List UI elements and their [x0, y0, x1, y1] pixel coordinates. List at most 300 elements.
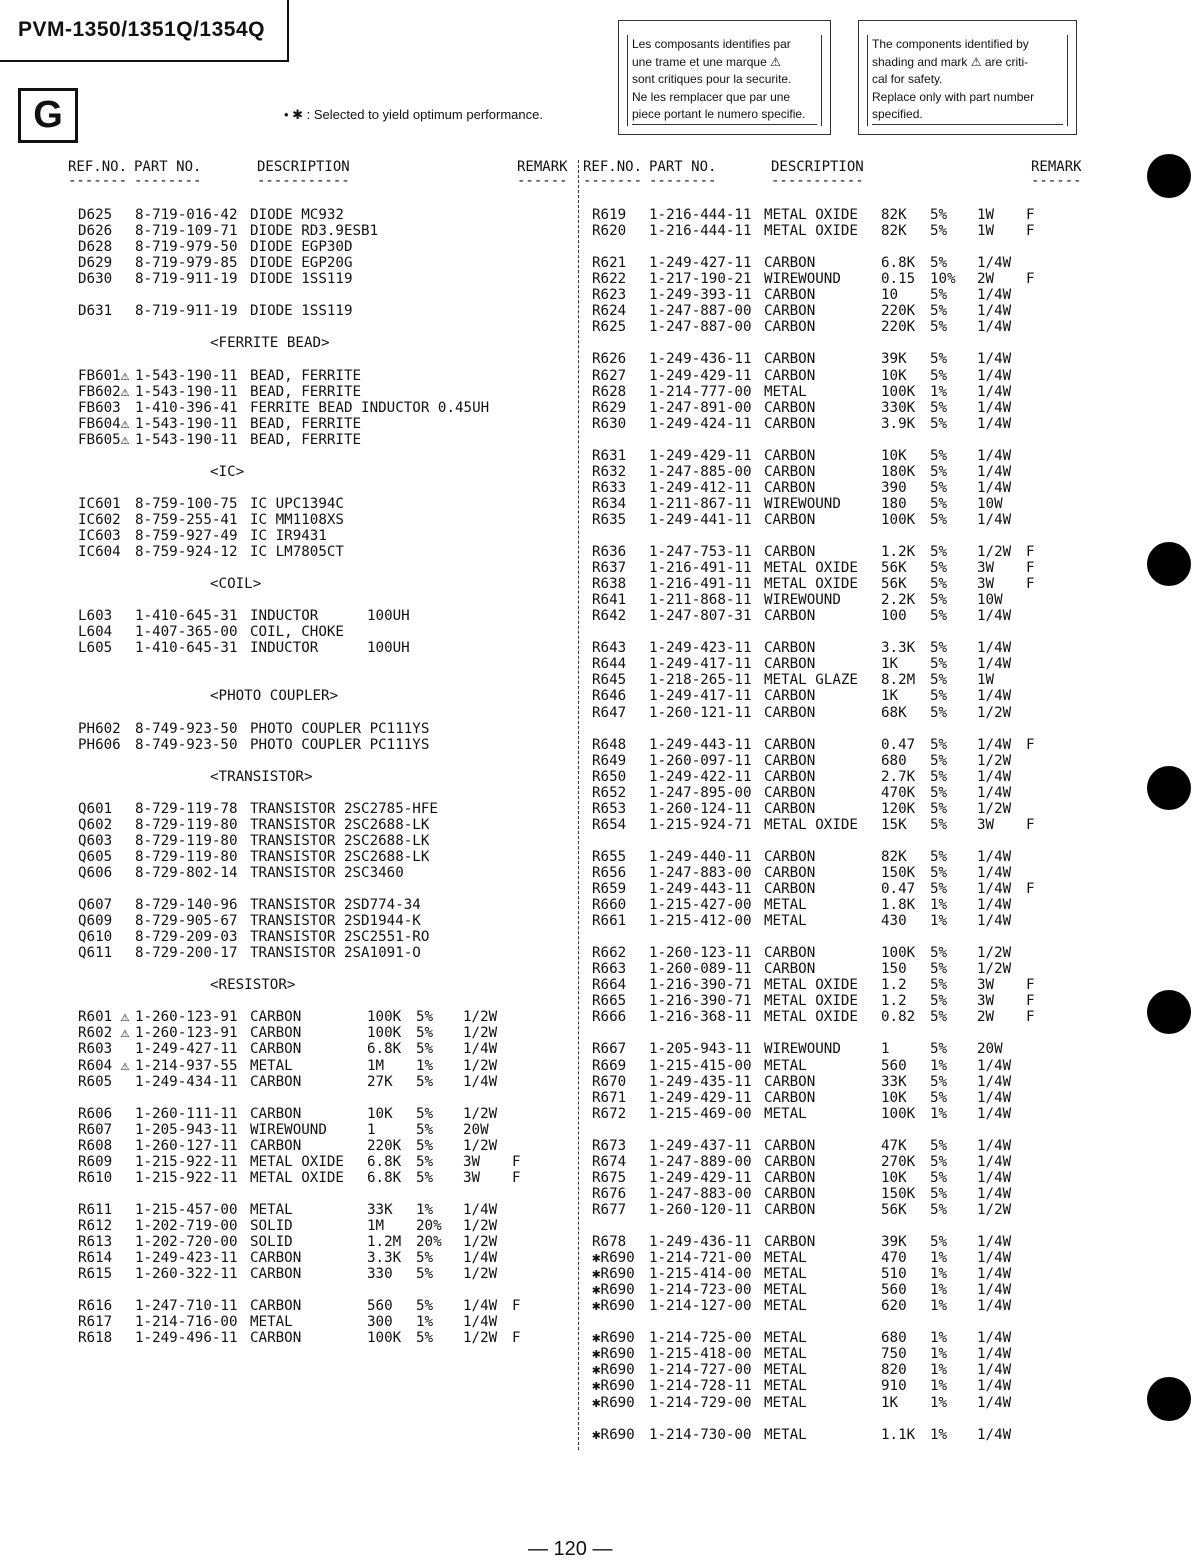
part-ref: R678 — [592, 1234, 627, 1251]
part-desc: DIODE 1SS119 — [250, 271, 353, 288]
part-tol: 5% — [930, 544, 948, 561]
part-val: 180 — [881, 495, 907, 512]
part-part: 1-249-417-11 — [649, 688, 752, 705]
part-part: 1-215-922-11 — [135, 1153, 238, 1170]
part-row — [592, 737, 1082, 753]
part-ref: R670 — [592, 1073, 627, 1090]
part-part: 1-260-111-11 — [135, 1105, 238, 1122]
part-watt: 1/2W — [463, 1266, 498, 1283]
category-heading-text: <RESISTOR> — [210, 977, 296, 994]
part-desc: TRANSISTOR 2SC2551-RO — [250, 929, 430, 946]
row-gap — [592, 1411, 1082, 1427]
part-watt: 1/4W — [977, 1362, 1012, 1379]
part-part: 1-247-885-00 — [649, 463, 752, 480]
part-watt: 1/4W — [977, 848, 1012, 865]
part-val: 56K — [881, 576, 907, 593]
part-part: 1-214-727-00 — [649, 1362, 752, 1379]
part-ref: R609 — [78, 1153, 113, 1170]
part-ref: R672 — [592, 1105, 627, 1122]
part-ref: R606 — [78, 1105, 113, 1122]
part-row — [592, 801, 1082, 817]
part-part: 8-749-923-50 — [135, 720, 238, 737]
part-row — [592, 368, 1082, 384]
part-ref: R631 — [592, 447, 627, 464]
part-val: 100K — [367, 1009, 402, 1026]
part-part: 8-719-911-19 — [135, 271, 238, 288]
part-desc: CARBON — [764, 399, 816, 416]
part-tol: 5% — [930, 864, 948, 881]
part-watt: 1/2W — [463, 1330, 498, 1347]
part-desc: METAL — [764, 1282, 807, 1299]
part-row — [592, 464, 1082, 480]
row-gap — [78, 592, 568, 608]
part-ref: R661 — [592, 913, 627, 930]
row-gap — [592, 624, 1082, 640]
part-row — [592, 448, 1082, 464]
part-val: 750 — [881, 1346, 907, 1363]
part-val: 100K — [881, 1105, 916, 1122]
part-part: 8-759-100-75 — [135, 495, 238, 512]
part-desc: CARBON — [764, 864, 816, 881]
part-val: 1K — [881, 656, 899, 673]
part-desc: METAL GLAZE — [764, 672, 858, 689]
part-watt: 1/4W — [463, 1298, 498, 1315]
part-ref: R665 — [592, 993, 627, 1010]
row-gap — [78, 753, 568, 769]
part-watt: 1/4W — [977, 1426, 1012, 1443]
part-watt: 1/2W — [463, 1105, 498, 1122]
part-part: 1-247-710-11 — [135, 1298, 238, 1315]
part-watt: 1/4W — [977, 1282, 1012, 1299]
part-ref: R621 — [592, 255, 627, 272]
part-tol: 5% — [930, 672, 948, 689]
part-part: 1-216-491-11 — [649, 560, 752, 577]
punch-hole — [1147, 1377, 1191, 1421]
part-tol: 5% — [930, 560, 948, 577]
warning-line: Ne les remplacer que par une — [632, 89, 791, 104]
part-row — [592, 384, 1082, 400]
part-desc: CARBON — [764, 656, 816, 673]
part-part: 1-214-729-00 — [649, 1394, 752, 1411]
part-row — [592, 1378, 1082, 1394]
row-gap — [78, 448, 568, 464]
part-part: 1-260-097-11 — [649, 752, 752, 769]
part-row — [78, 1314, 568, 1330]
part-part: 1-247-753-11 — [649, 544, 752, 561]
part-ref: FB601⚠ — [78, 367, 130, 384]
part-watt: 1/2W — [977, 752, 1012, 769]
colhead-underline: ------ — [1031, 173, 1082, 189]
warning-line: specified. — [872, 106, 1063, 125]
part-desc: CARBON — [764, 736, 816, 753]
model-title: PVM-1350/1351Q/1354Q — [18, 18, 265, 41]
safety-warning-french — [618, 20, 831, 135]
part-row — [592, 1138, 1082, 1154]
part-val: 100UH — [367, 608, 410, 625]
part-part: 1-249-443-11 — [649, 881, 752, 898]
row-gap — [592, 833, 1082, 849]
part-row — [78, 897, 568, 913]
part-ref: R626 — [592, 351, 627, 368]
part-row — [592, 1266, 1082, 1282]
part-ref: ✱R690 — [592, 1266, 635, 1283]
part-part: 1-249-443-11 — [649, 736, 752, 753]
part-ref: R654 — [592, 816, 627, 833]
part-row — [592, 753, 1082, 769]
part-ref: R611 — [78, 1201, 113, 1218]
part-part: 1-249-429-11 — [649, 367, 752, 384]
row-gap — [78, 480, 568, 496]
part-desc: METAL — [764, 1394, 807, 1411]
part-tol: 5% — [930, 399, 948, 416]
part-row — [78, 849, 568, 865]
part-watt: 1/4W — [977, 736, 1012, 753]
part-val: 3.3K — [367, 1250, 402, 1267]
part-row — [592, 1074, 1082, 1090]
part-tol: 5% — [930, 688, 948, 705]
part-watt: 1/4W — [977, 768, 1012, 785]
part-desc: TRANSISTOR 2SC2785-HFE — [250, 800, 438, 817]
part-row — [78, 1058, 568, 1074]
part-desc: SOLID — [250, 1218, 293, 1234]
part-watt: 1/4W — [463, 1314, 498, 1331]
part-ref: R620 — [592, 223, 627, 240]
part-desc: METAL OXIDE — [764, 560, 858, 577]
part-ref: R610 — [78, 1169, 113, 1186]
part-desc: WIREWOUND — [764, 1041, 841, 1058]
part-watt: 1/4W — [977, 1073, 1012, 1090]
part-desc: CARBON — [764, 1185, 816, 1202]
part-desc: METAL — [764, 1250, 807, 1267]
part-ref: R649 — [592, 752, 627, 769]
part-row — [78, 1298, 568, 1314]
part-val: 10K — [881, 447, 907, 464]
part-ref: R673 — [592, 1137, 627, 1154]
part-row — [592, 640, 1082, 656]
part-ref: PH602 — [78, 720, 121, 737]
part-watt: 1/4W — [977, 1105, 1012, 1122]
part-tol: 5% — [930, 592, 948, 609]
part-tol: 1% — [930, 1394, 948, 1411]
part-ref: R653 — [592, 800, 627, 817]
part-row — [592, 817, 1082, 833]
part-tol: 5% — [930, 255, 948, 272]
part-watt: 1/4W — [977, 399, 1012, 416]
section-letter: G — [18, 88, 78, 143]
part-row — [592, 1298, 1082, 1314]
part-part: 1-214-777-00 — [649, 383, 752, 400]
part-part: 1-249-441-11 — [649, 511, 752, 528]
part-part: 1-247-895-00 — [649, 784, 752, 801]
part-ref: Q607 — [78, 897, 113, 914]
punch-hole — [1147, 766, 1191, 810]
part-ref: R676 — [592, 1185, 627, 1202]
part-desc: CARBON — [250, 1330, 302, 1347]
part-ref: R660 — [592, 897, 627, 914]
part-part: 1-249-427-11 — [135, 1041, 238, 1058]
part-ref: Q601 — [78, 800, 113, 817]
row-gap — [592, 1122, 1082, 1138]
part-ref: ✱R690 — [592, 1426, 635, 1443]
part-desc: METAL — [764, 1105, 807, 1122]
part-ref: R601 ⚠ — [78, 1009, 130, 1026]
part-watt: 1/4W — [977, 319, 1012, 336]
row-gap — [592, 1314, 1082, 1330]
part-row — [78, 865, 568, 881]
warning-line: Les composants identifies par — [632, 37, 791, 51]
part-watt: 3W — [463, 1153, 481, 1170]
part-ref: R642 — [592, 608, 627, 625]
part-tol: 5% — [930, 1234, 948, 1251]
part-watt: 1/4W — [977, 1169, 1012, 1186]
part-desc: TRANSISTOR 2SA1091-O — [250, 945, 421, 962]
part-ref: R674 — [592, 1153, 627, 1170]
part-watt: 1/4W — [977, 1298, 1012, 1315]
part-val: 100K — [367, 1025, 402, 1042]
category-heading-text: <FERRITE BEAD> — [210, 335, 330, 352]
part-part: 1-249-437-11 — [649, 1137, 752, 1154]
part-tol: 5% — [930, 511, 948, 528]
part-row — [78, 608, 568, 624]
part-ref: R624 — [592, 303, 627, 320]
part-val: 100UH — [367, 640, 410, 657]
part-watt: 1/2W — [977, 800, 1012, 817]
row-gap — [78, 319, 568, 335]
part-tol: 20% — [416, 1218, 442, 1234]
part-val: 6.8K — [367, 1153, 402, 1170]
colhead-underline: ------ — [517, 173, 568, 189]
part-row — [78, 640, 568, 656]
part-val: 1.2 — [881, 977, 907, 994]
part-val: 220K — [881, 303, 916, 320]
part-row — [592, 207, 1082, 223]
part-ref: R645 — [592, 672, 627, 689]
part-tol: 1% — [930, 1378, 948, 1395]
part-part: 1-260-123-91 — [135, 1025, 238, 1042]
part-val: 100K — [367, 1330, 402, 1347]
part-part: 1-215-457-00 — [135, 1201, 238, 1218]
part-ref: ✱R690 — [592, 1298, 635, 1315]
part-part: 1-216-444-11 — [649, 223, 752, 240]
part-part: 1-216-390-71 — [649, 993, 752, 1010]
part-ref: Q609 — [78, 913, 113, 930]
part-tol: 5% — [930, 1137, 948, 1154]
part-row — [78, 255, 568, 271]
part-desc: METAL — [250, 1314, 293, 1331]
part-row — [78, 945, 568, 961]
part-row — [592, 416, 1082, 432]
part-ref: R664 — [592, 977, 627, 994]
part-watt: 1/4W — [977, 864, 1012, 881]
part-ref: R632 — [592, 463, 627, 480]
colhead-desc-right: DESCRIPTION — [771, 159, 864, 175]
part-tol: 5% — [930, 945, 948, 962]
part-ref: D629 — [78, 255, 113, 272]
part-watt: 1/4W — [977, 415, 1012, 432]
part-part: 1-260-123-91 — [135, 1009, 238, 1026]
part-watt: 1/4W — [977, 1185, 1012, 1202]
part-val: 3.9K — [881, 415, 916, 432]
part-part: 1-249-429-11 — [649, 1089, 752, 1106]
part-ref: IC603 — [78, 527, 121, 544]
part-row — [592, 656, 1082, 672]
part-desc: BEAD, FERRITE — [250, 431, 362, 448]
part-desc: DIODE RD3.9ESB1 — [250, 223, 379, 240]
part-watt: 2W — [977, 1009, 995, 1026]
part-part: 1-211-868-11 — [649, 592, 752, 609]
row-gap — [592, 721, 1082, 737]
part-desc: METAL — [764, 1330, 807, 1347]
part-row — [592, 1346, 1082, 1362]
part-val: 27K — [367, 1073, 393, 1090]
part-desc: IC MM1108XS — [250, 511, 344, 528]
part-desc: CARBON — [764, 511, 816, 528]
part-desc: DIODE EGP20G — [250, 255, 353, 272]
row-gap — [78, 1186, 568, 1202]
part-ref: R615 — [78, 1266, 113, 1283]
part-val: 10K — [367, 1105, 393, 1122]
part-desc: CARBON — [250, 1073, 302, 1090]
part-val: 1M — [367, 1057, 385, 1074]
part-tol: 5% — [930, 1009, 948, 1026]
part-desc: CARBON — [250, 1041, 302, 1058]
part-part: 1-205-943-11 — [135, 1121, 238, 1138]
part-part: 1-214-937-55 — [135, 1057, 238, 1074]
part-row — [78, 368, 568, 384]
part-rem: F — [1026, 881, 1035, 898]
part-desc: BEAD, FERRITE — [250, 415, 362, 432]
part-row — [592, 1362, 1082, 1378]
part-tol: 5% — [416, 1298, 434, 1315]
part-tol: 5% — [416, 1250, 434, 1267]
part-watt: 1W — [977, 223, 995, 240]
part-val: 1K — [881, 1394, 899, 1411]
part-rem: F — [1026, 207, 1035, 224]
row-gap — [78, 705, 568, 721]
part-part: 1-249-417-11 — [649, 656, 752, 673]
part-watt: 1/4W — [463, 1201, 498, 1218]
row-gap — [78, 287, 568, 303]
part-tol: 5% — [930, 736, 948, 753]
part-tol: 5% — [416, 1121, 434, 1138]
part-tol: 1% — [930, 913, 948, 930]
part-ref: Q605 — [78, 848, 113, 865]
part-ref: L604 — [78, 624, 113, 641]
part-watt: 1/4W — [977, 287, 1012, 304]
part-val: 470K — [881, 784, 916, 801]
part-watt: 1/4W — [463, 1073, 498, 1090]
part-watt: 20W — [977, 1041, 1003, 1058]
part-val: 300 — [367, 1314, 393, 1331]
part-part: 8-719-979-50 — [135, 239, 238, 256]
part-val: 100 — [881, 608, 907, 625]
part-ref: R613 — [78, 1234, 113, 1251]
part-tol: 1% — [930, 897, 948, 914]
part-ref: R607 — [78, 1121, 113, 1138]
part-part: 1-260-089-11 — [649, 961, 752, 978]
part-tol: 5% — [930, 1201, 948, 1218]
part-row — [592, 1234, 1082, 1250]
part-ref: D631 — [78, 303, 113, 320]
part-val: 1.8K — [881, 897, 916, 914]
colhead-underline: ------- — [68, 173, 128, 189]
row-gap — [592, 528, 1082, 544]
part-row — [78, 721, 568, 737]
part-watt: 1/4W — [977, 656, 1012, 673]
part-val: 56K — [881, 560, 907, 577]
row-gap — [78, 191, 568, 207]
part-ref: IC604 — [78, 544, 121, 561]
row-gap — [592, 239, 1082, 255]
part-row — [78, 400, 568, 416]
part-tol: 5% — [930, 1169, 948, 1186]
part-part: 1-249-422-11 — [649, 768, 752, 785]
row-gap — [78, 993, 568, 1009]
title-rule-vertical — [287, 0, 289, 60]
part-part: 8-729-905-67 — [135, 913, 238, 930]
colhead-underline: -------- — [134, 173, 202, 189]
part-desc: IC IR9431 — [250, 527, 327, 544]
part-row — [592, 961, 1082, 977]
part-val: 220K — [881, 319, 916, 336]
part-watt: 1/2W — [977, 704, 1012, 721]
part-part: 1-202-720-00 — [135, 1234, 238, 1251]
part-rem: F — [512, 1153, 521, 1170]
part-watt: 1/2W — [463, 1234, 498, 1251]
part-val: 180K — [881, 463, 916, 480]
part-row — [592, 897, 1082, 913]
part-row — [592, 1202, 1082, 1218]
part-desc: METAL OXIDE — [250, 1153, 344, 1170]
part-row — [592, 913, 1082, 929]
part-tol: 5% — [930, 1041, 948, 1058]
part-part: 1-249-436-11 — [649, 351, 752, 368]
part-row — [592, 688, 1082, 704]
part-ref: R627 — [592, 367, 627, 384]
part-tol: 5% — [930, 993, 948, 1010]
part-part: 1-249-435-11 — [649, 1073, 752, 1090]
part-desc: METAL — [764, 1426, 807, 1443]
colhead-underline: ----------- — [257, 173, 350, 189]
part-part: 1-216-444-11 — [649, 207, 752, 224]
title-rule-horizontal — [0, 60, 289, 62]
part-desc: CARBON — [764, 768, 816, 785]
part-row — [78, 207, 568, 223]
part-watt: 1/4W — [977, 1250, 1012, 1267]
part-desc: METAL — [764, 1378, 807, 1395]
part-watt: 1/2W — [463, 1057, 498, 1074]
part-tol: 5% — [930, 704, 948, 721]
part-desc: METAL OXIDE — [764, 816, 858, 833]
part-desc: BEAD, FERRITE — [250, 367, 362, 384]
part-tol: 1% — [416, 1201, 434, 1218]
part-watt: 1/2W — [463, 1137, 498, 1154]
part-tol: 1% — [930, 1330, 948, 1347]
part-part: 8-729-119-80 — [135, 848, 238, 865]
part-tol: 5% — [930, 351, 948, 368]
part-tol: 1% — [930, 383, 948, 400]
part-part: 1-217-190-21 — [649, 271, 752, 288]
part-rem: F — [1026, 1009, 1035, 1026]
part-ref: ✱R690 — [592, 1330, 635, 1347]
part-desc: CARBON — [764, 1073, 816, 1090]
part-desc: METAL — [764, 1266, 807, 1283]
part-desc: METAL — [764, 1298, 807, 1315]
part-tol: 5% — [930, 447, 948, 464]
part-row — [592, 672, 1082, 688]
part-tol: 5% — [930, 752, 948, 769]
part-watt: 1/4W — [977, 640, 1012, 657]
